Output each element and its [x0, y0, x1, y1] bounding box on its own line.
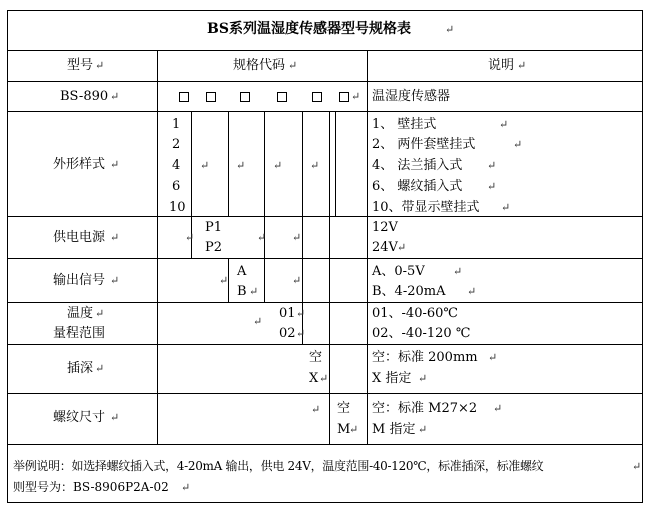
- code-slot-box: [206, 92, 216, 102]
- para-mark: ↵: [95, 362, 105, 375]
- para-mark: ↵: [273, 159, 283, 172]
- rule-under-temp: [7, 344, 643, 345]
- depth-desc: 空：标准 200mm: [372, 350, 478, 365]
- rule-under-model: [7, 111, 643, 112]
- shape-code: 1: [172, 117, 181, 132]
- table-border-top: [7, 10, 643, 11]
- code-divider-5: [329, 111, 330, 393]
- example-line1: 举例说明：如选择螺纹插入式，4-20mA 输出，供电 24V，温度范围-40-120℃，标准插深，标准螺纹: [13, 459, 544, 473]
- para-mark: ↵: [257, 231, 267, 244]
- para-mark: ↵: [487, 159, 497, 172]
- rule-under-shape: [7, 216, 643, 217]
- example-line2: 则型号为：BS-8906P2A-02: [13, 480, 169, 494]
- thread-desc: M 指定: [372, 422, 416, 437]
- para-mark: ↵: [219, 274, 229, 287]
- temp-label-line2: 量程范围: [53, 326, 106, 341]
- shape-desc: 1、 壁挂式: [372, 117, 437, 132]
- para-mark: ↵: [110, 231, 120, 244]
- thread-code: 空: [337, 401, 351, 416]
- para-mark: ↵: [292, 274, 302, 287]
- rule-under-header: [7, 81, 643, 82]
- power-desc: 24V: [372, 240, 398, 255]
- thread-desc: 空：标准 M27×2: [372, 401, 478, 416]
- para-mark: ↵: [110, 90, 120, 103]
- depth-label: 插深: [67, 361, 94, 376]
- depth-code: 空: [309, 350, 323, 365]
- power-code: P1: [205, 220, 223, 235]
- power-desc: 12V: [372, 220, 398, 235]
- code-divider-6: [335, 111, 336, 216]
- output-code: A: [237, 264, 247, 279]
- table-border-left: [7, 10, 8, 503]
- temp-code: 01: [279, 306, 296, 321]
- code-slot-box: [240, 92, 250, 102]
- header-desc: 说明: [488, 58, 515, 73]
- para-mark: ↵: [288, 59, 298, 72]
- shape-code: 2: [172, 137, 181, 152]
- para-mark: ↵: [236, 159, 246, 172]
- code-slot-box: [277, 92, 287, 102]
- para-mark: ↵: [249, 285, 259, 298]
- para-mark: ↵: [418, 372, 428, 385]
- shape-desc: 2、 两件套壁挂式: [372, 137, 476, 152]
- table-border-bottom: [7, 502, 643, 503]
- shape-desc: 10、带显示壁挂式: [372, 200, 480, 215]
- para-mark: ↵: [310, 159, 320, 172]
- col-divider-model: [157, 50, 158, 444]
- para-mark: ↵: [185, 231, 195, 244]
- para-mark: ↵: [467, 285, 477, 298]
- para-mark: ↵: [319, 372, 329, 385]
- table-border-right: [642, 10, 643, 503]
- code-divider-1: [191, 111, 192, 216]
- col-divider-desc: [367, 50, 368, 444]
- code-divider-ab: [264, 258, 265, 302]
- para-mark: ↵: [418, 423, 428, 436]
- para-mark: ↵: [513, 138, 523, 151]
- para-mark: ↵: [501, 201, 511, 214]
- code-divider-2: [228, 111, 229, 216]
- depth-desc: X 指定: [372, 371, 412, 386]
- para-mark: ↵: [296, 307, 306, 320]
- para-mark: ↵: [110, 411, 120, 424]
- shape-desc: 4、 法兰插入式: [372, 158, 463, 173]
- para-mark: ↵: [200, 159, 210, 172]
- model-desc: 温湿度传感器: [372, 89, 451, 104]
- rule-under-depth: [7, 393, 643, 394]
- temp-desc: 02、-40-120 ℃: [372, 326, 471, 341]
- para-mark: ↵: [95, 307, 105, 320]
- para-mark: ↵: [499, 118, 509, 131]
- para-mark: ↵: [493, 402, 503, 415]
- model-number: BS-890: [60, 89, 109, 104]
- output-code: B: [237, 284, 247, 299]
- rule-under-output: [7, 302, 643, 303]
- code-slot-box: [312, 92, 322, 102]
- code-divider-5b: [329, 393, 330, 444]
- temp-desc: 01、-40-60℃: [372, 306, 458, 321]
- header-model: 型号: [67, 58, 94, 73]
- para-mark: ↵: [488, 351, 498, 364]
- para-mark: ↵: [487, 180, 497, 193]
- para-mark: ↵: [311, 403, 321, 416]
- para-mark: ↵: [351, 90, 361, 103]
- power-label: 供电电源: [53, 230, 106, 245]
- output-desc: A、0-5V: [372, 264, 425, 279]
- para-mark: ↵: [445, 23, 455, 36]
- thread-label: 螺纹尺寸: [53, 410, 106, 425]
- output-label: 输出信号: [53, 273, 106, 288]
- para-mark: ↵: [95, 59, 105, 72]
- para-mark: ↵: [632, 460, 642, 473]
- para-mark: ↵: [397, 241, 407, 254]
- shape-code: 4: [172, 158, 181, 173]
- temp-code: 02: [279, 326, 296, 341]
- para-mark: ↵: [253, 315, 263, 328]
- power-code: P2: [205, 240, 223, 255]
- para-mark: ↵: [292, 231, 302, 244]
- shape-code: 6: [172, 179, 181, 194]
- header-code: 规格代码: [233, 58, 286, 73]
- temp-label-line1: 温度: [67, 306, 94, 321]
- shape-desc: 6、 螺纹插入式: [372, 179, 463, 194]
- para-mark: ↵: [517, 59, 527, 72]
- depth-code: X: [309, 371, 319, 386]
- rule-under-title: [7, 50, 643, 51]
- code-slot-box: [339, 92, 349, 102]
- shape-code: 10: [169, 200, 186, 215]
- spec-table: [7, 10, 643, 503]
- para-mark: ↵: [349, 423, 359, 436]
- code-slot-box: [179, 92, 189, 102]
- thread-code: M: [337, 422, 351, 437]
- table-title: BS系列温湿度传感器型号规格表: [207, 21, 411, 37]
- rule-under-power: [7, 258, 643, 259]
- output-desc: B、4-20mA: [372, 284, 446, 299]
- para-mark: ↵: [181, 481, 191, 494]
- para-mark: ↵: [296, 327, 306, 340]
- shape-label: 外形样式: [53, 157, 106, 172]
- para-mark: ↵: [453, 265, 463, 278]
- para-mark: ↵: [110, 158, 120, 171]
- rule-under-thread: [7, 444, 643, 445]
- para-mark: ↵: [110, 274, 120, 287]
